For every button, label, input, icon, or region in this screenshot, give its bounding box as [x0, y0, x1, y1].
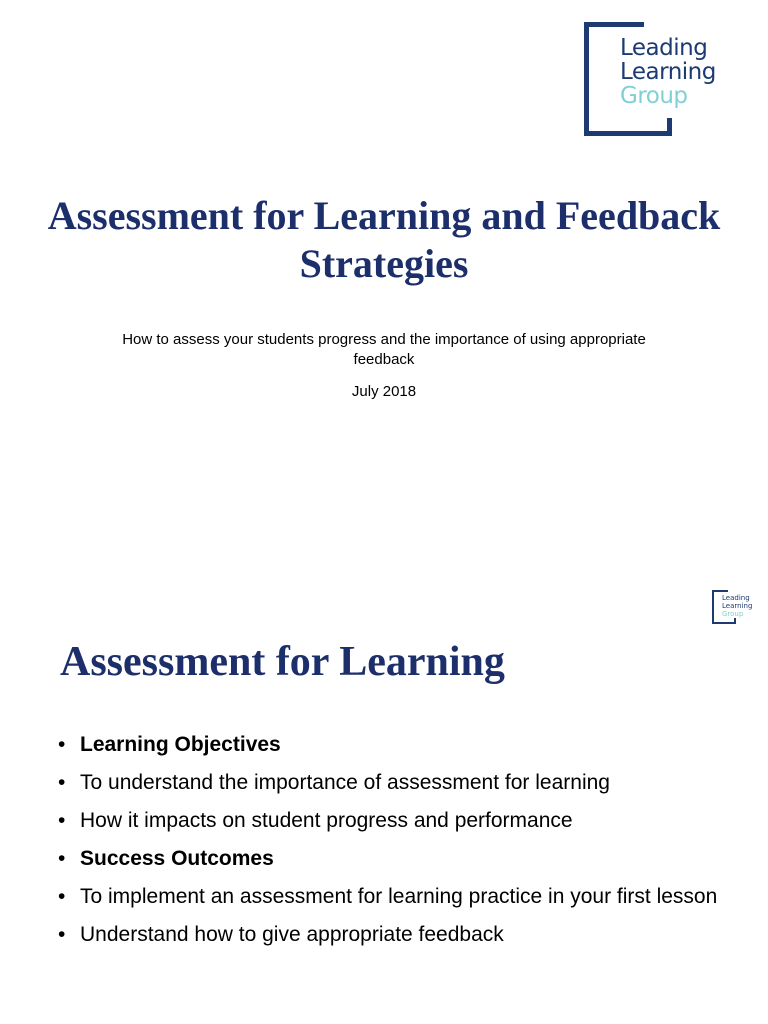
bullet-text: Success Outcomes: [80, 847, 274, 870]
bullet-text: Understand how to give appropriate feedback: [80, 923, 504, 946]
presentation-title: Assessment for Learning and Feedback Strategies: [47, 193, 721, 286]
bullet-item-learning-objectives: [58, 732, 718, 758]
bullet-icon: •: [58, 809, 66, 832]
logo-bracket-foot: [636, 118, 672, 136]
logo-word-group: Group: [722, 610, 744, 618]
bullet-text: To understand the importance of assessment for learning: [80, 771, 610, 794]
slide-title: Assessment for Learning: [60, 639, 505, 685]
bullet-list: [58, 732, 718, 960]
logo-word-learning: Learning: [620, 59, 716, 85]
bullet-item-success-outcomes: [58, 846, 718, 872]
bullet-text: Learning Objectives: [80, 733, 281, 756]
leading-learning-group-logo: [584, 22, 764, 142]
logo-word-group: Group: [620, 83, 688, 109]
bullet-item: [58, 808, 718, 834]
content-slide: [0, 576, 768, 1024]
bullet-icon: •: [58, 847, 66, 870]
bullet-text: How it impacts on student progress and performance: [80, 809, 573, 832]
bullet-icon: •: [58, 733, 66, 756]
bullet-text: To implement an assessment for learning practice in your first lesson: [80, 885, 718, 908]
presentation-subtitle: How to assess your students progress and the importance of using appropriate feedback: [122, 331, 646, 368]
bullet-item: [58, 770, 718, 796]
leading-learning-group-logo-small: [712, 590, 760, 626]
bullet-icon: •: [58, 923, 66, 946]
logo-word-learning: Learning: [722, 602, 753, 610]
logo-bracket-foot: [726, 618, 736, 624]
bullet-item: [58, 922, 718, 948]
bullet-icon: •: [58, 771, 66, 794]
bullet-item: [58, 884, 718, 910]
logo-word-leading: Leading: [722, 594, 750, 602]
logo-word-leading: Leading: [620, 35, 708, 61]
bullet-icon: •: [58, 885, 66, 908]
presentation-date: July 2018: [351, 383, 417, 400]
